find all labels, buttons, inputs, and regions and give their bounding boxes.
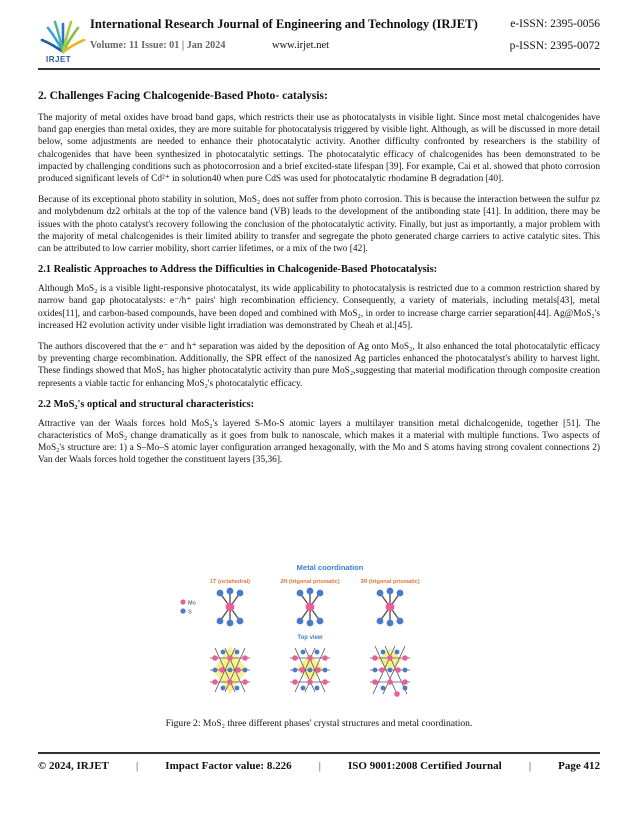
volume-issue: Volume: 11 Issue: 01 | Jan 2024 (90, 40, 226, 51)
section-2-heading: 2. Challenges Facing Chalcogenide-Based Photo- catalysis: (38, 89, 328, 102)
footer-separator: | (318, 760, 321, 772)
page-footer (38, 760, 600, 772)
journal-website-link[interactable]: www.irjet.net (272, 40, 330, 51)
section-2-2-heading: 2.2 MoS₂'s optical and structural characteristics: (38, 398, 255, 410)
section-2-2-paragraph-1: Attractive van der Waals forces hold MoS₂'s layered S-Mo-S atomic layers a multilayer transition metal dichalcogenide, together [51]. The characteristics of MoS₂ change dramatically as it goes from bulk to nanoscale, which makes it a material with multiple functions. Two aspects of MoS₂'s structure are: 1) a S–Mo–S atomic layer configuration arranged hexagonally, with the Mo and S atoms having strong covalent connections 2) Van der Waals forces hold together the constituent layers [35,36]. (38, 418, 600, 466)
figure-caption: Figure 2: MoS₂ three different phases' crystal structures and metal coordination. (165, 718, 473, 729)
phase-label-1t: 1T (octahedral) (209, 579, 251, 585)
footer-divider (38, 752, 600, 754)
footer-separator: | (528, 760, 532, 772)
journal-title: International Research Journal of Engineering and Technology (IRJET) (90, 17, 478, 31)
header-divider (38, 68, 600, 70)
top-view-1t (210, 646, 250, 694)
logo-text: IRJET (46, 55, 72, 64)
section-2-1-heading: 2.1 Realistic Approaches to Address the Difficulties in Chalcogenide-Based Photocatalysis: (38, 264, 438, 276)
mos2-phases-figure (175, 560, 495, 710)
top-view-3r (370, 646, 410, 697)
legend-s: S (188, 609, 192, 616)
coordination-1t (217, 588, 244, 627)
section-2-paragraph-2: Because of its exceptional photo stability in solution, MoS₂ does not suffer from photo corrosion. This is because the interaction between the sulfur pz and molybdenum dz2 orbitals at the top of the valence band (VB) leads to the development of the antibonding state [41]. In addition, there may be issues with the photo catalyst's recovery following the conclusion of the photocatalytic activity. Finally, but just as importantly, a major problem with the majority of metal chalcogenides is their limited ability to transfer and segregate the photo generated charge carriers to active catalytic sites. This can be attributed to low carrier mobility, short carrier lifetimes, or a mix of the two [42]. (38, 195, 600, 255)
footer-page-number: Page 412 (558, 760, 600, 772)
phase-label-3r: 3R (trigonal prismatic) (360, 579, 420, 585)
phase-label-2h: 2H (trigonal prismatic) (280, 579, 340, 585)
pissn: p-ISSN: 2395-0072 (509, 40, 600, 52)
footer-copyright: © 2024, IRJET (38, 760, 109, 772)
footer-separator: | (135, 760, 139, 772)
page-header (38, 14, 600, 74)
footer-impact-factor: Impact Factor value: 8.226 (165, 760, 292, 772)
section-2-1-paragraph-2: The authors discovered that the e⁻ and h⁺ separation was aided by the deposition of Ag onto MoS₂, It also enhanced the total photocatalytic efficacy by preventing charge recombination. Additionally, the SPR effect of the nanosized Ag particles enhanced the photocatalyst's ability to harvest light. These findings showed that MoS₂ has higher photocatalytic activity than pure MoS₂,suggesting that material modification through composite creation represents a viable tactic for enhancing MoS₂'s photocatalytic efficacy. (38, 342, 600, 389)
article-body (38, 89, 600, 476)
footer-iso: ISO 9001:2008 Certified Journal (348, 760, 502, 772)
eissn: e-ISSN: 2395-0056 (510, 18, 600, 30)
legend-mo: Mo (188, 600, 196, 607)
coordination-2h (297, 588, 324, 627)
section-2-paragraph-1: The majority of metal oxides have broad band gaps, which restricts their use as photocatalysts in visible light. Since most metal chalcogenides have band gap energies than metal oxides, they are more suitable for photocatalysis triggered by visible light. Although, as will be discussed in more detail below, some adjustments are needed to enhance their photocatalytic activity. Another difficulty confronted by researchers is the stability of chalcogenides that have been synthesized in photocatalytic settings. The photocatalytic efficacy of chalcogenides has been demonstrated to be impacted by challenging conditions such as photocorrosion and a brief excited-state lifespan [39]. For example, Cai et al. showed that photo corrosion produced significant levels of Cd²⁺ in solution40 when pure CdS was used for photocatalytic rhodamine B degradation [40]. (38, 113, 600, 185)
top-view-label: Top view (297, 635, 323, 641)
top-view-2h (290, 648, 330, 692)
section-2-1-paragraph-1: Although MoS₂ is a visible light-responsive photocatalyst, its wide applicability to photocatalysis is restricted due to a common restriction shared by narrow band gap photocatalysts: e⁻/h⁺ pairs' high recombination efficiency. Consequently, a variety of materials, including metals[43], metal oxides[11], and carbon-based compounds, have been doped and combined with MoS₂, in order to increase charge carrier separation[44]. Ag@MoS₂'s increased H2 evolution activity under visible light irradiation was demonstrated by Cheah et al.[45]. (38, 284, 600, 331)
figure-legend (180, 599, 195, 615)
figure-title: Metal coordination (296, 563, 364, 572)
coordination-3r (377, 588, 404, 627)
